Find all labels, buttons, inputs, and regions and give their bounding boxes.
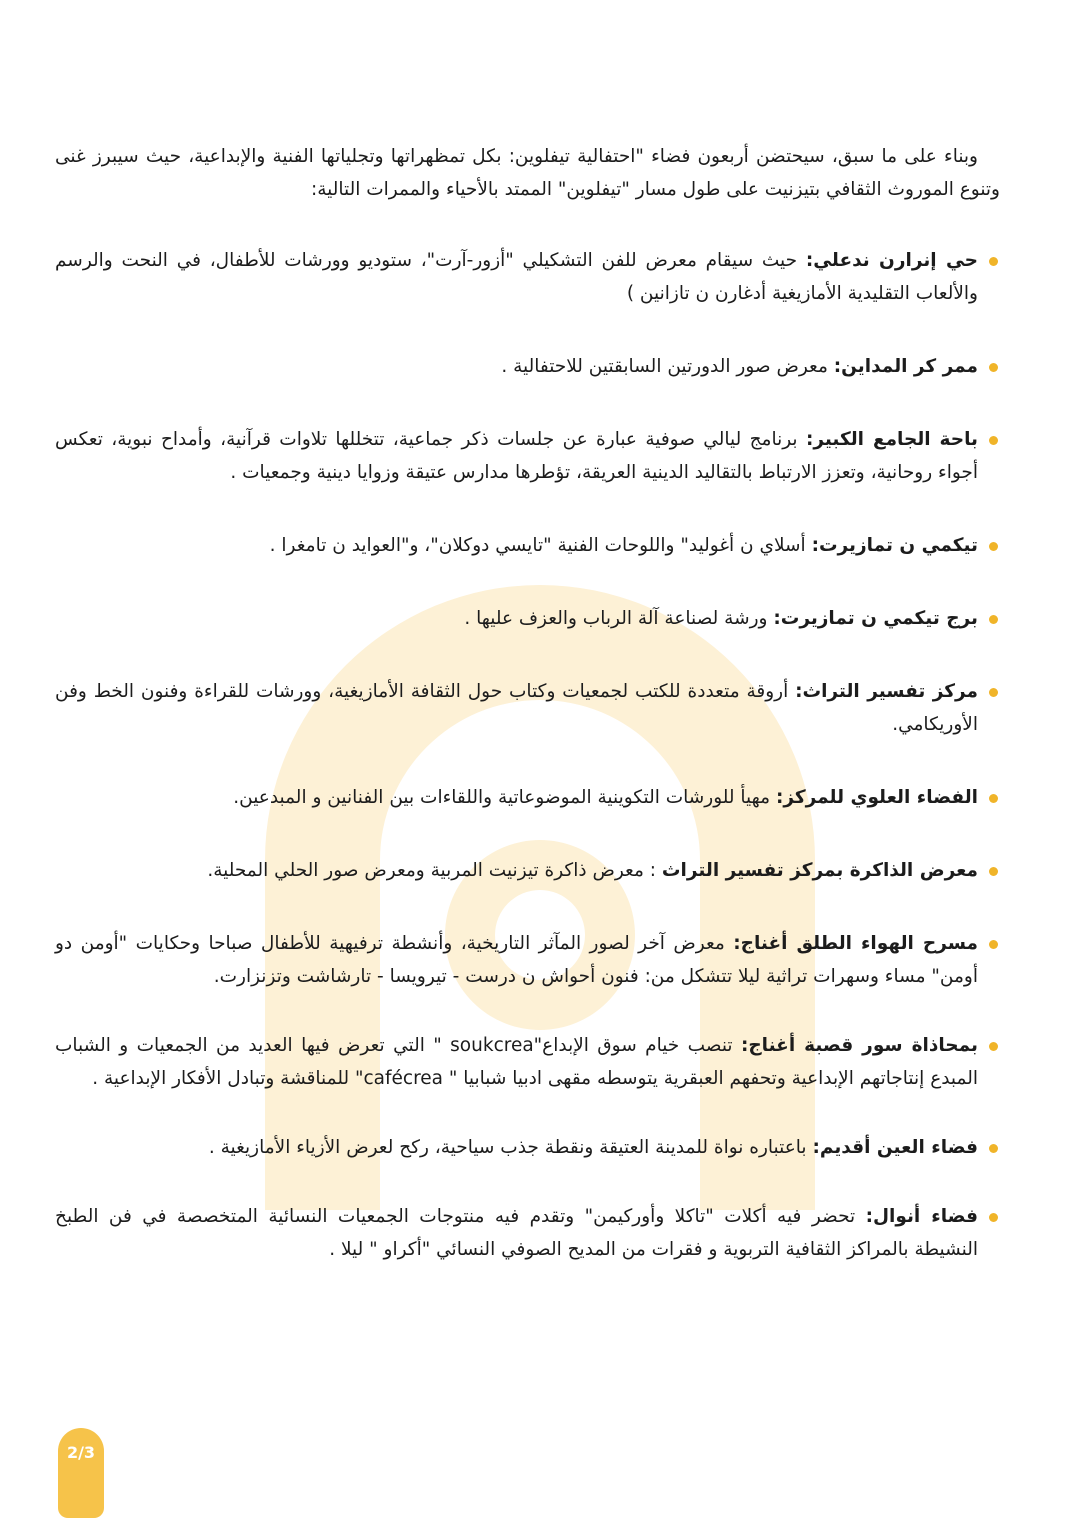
list-item <box>55 781 1000 814</box>
page-number: 2/3 <box>66 1443 96 1462</box>
list-item <box>55 927 1000 993</box>
document-body <box>55 140 1000 1266</box>
item-text: مهيأ للورشات التكوينية الموضوعاتية واللقاءات بين الفنانين و المبدعين. <box>233 787 776 808</box>
list-item <box>55 350 1000 383</box>
intro-paragraph: وبناء على ما سبق، سيحتضن أربعون فضاء "احتفالية تيفلوين: بكل تمظهراتها وتجلياتها الفنية والإبداعية، حيث سيبرز غنى وتنوع الموروث الثقافي بتيزنيت على طول مسار "تيفلوين" الممتد بالأحياء والممرات التالية: <box>55 146 1000 200</box>
list-item <box>55 854 1000 887</box>
item-title: فضاء أنوال: <box>865 1206 978 1227</box>
bullet-icon <box>989 363 998 372</box>
list-item <box>55 602 1000 635</box>
item-title: حي إنرارن ندعلي: <box>805 250 978 271</box>
list-item <box>55 423 1000 489</box>
item-text: معرض صور الدورتين السابقتين للاحتفالية . <box>501 356 834 377</box>
item-title: باحة الجامع الكبير: <box>805 429 978 450</box>
item-title: معرض الذاكرة بمركز تفسير التراث <box>661 860 978 881</box>
bullet-icon <box>989 436 998 445</box>
item-title: ممر كر المداين: <box>833 356 978 377</box>
item-title: فضاء العين أقديم: <box>812 1137 978 1158</box>
bullet-icon <box>989 542 998 551</box>
item-text: أسلاي ن أغوليد" واللوحات الفنية "تايسي دوكلان"، و"العوايد ن تامغرا . <box>269 535 812 556</box>
item-title: برج تيكمي ن تمازيرت: <box>773 608 978 629</box>
item-title: الفضاء العلوي للمركز: <box>775 787 978 808</box>
bullet-icon <box>989 940 998 949</box>
item-text: أروقة متعددة للكتب لجمعيات وكتاب حول الثقافة الأمازيغية، وورشات للقراءة وفنون الخط وفن الأوريكامي. <box>55 681 978 735</box>
page-number-badge <box>58 1428 104 1518</box>
list-item <box>55 1029 1000 1095</box>
bullet-icon <box>989 688 998 697</box>
item-title: مركز تفسير التراث: <box>795 681 978 702</box>
bullet-icon <box>989 257 998 266</box>
item-text: : معرض ذاكرة تيزنيت المربية ومعرض صور الحلي المحلية. <box>207 860 662 881</box>
item-text: برنامج ليالي صوفية عبارة عن جلسات ذكر جماعية، تتخللها تلاوات قرآنية، وأمداح نبوية، تعكس أجواء روحانية، وتعزز الارتباط بالتقاليد الدينية العريقة، تؤطرها مدارس عتيقة وزوايا دينية وجمعيات . <box>55 429 978 483</box>
page-badge-shape <box>58 1428 104 1518</box>
list-item <box>55 1131 1000 1164</box>
item-title: مسرح الهواء الطلق أغناج: <box>733 933 978 954</box>
bullet-icon <box>989 615 998 624</box>
bullet-icon <box>989 1144 998 1153</box>
item-text: معرض آخر لصور المآثر التاريخية، وأنشطة ترفيهية للأطفال صباحا وحكايات "أومن دو أومن" مساء وسهرات تراثية ليلا تتشكل من: فنون أحواش ن درست - تيرويسا - تارشاشت وتزنزارت. <box>55 933 978 987</box>
item-text: تحضر فيه أكلات "تاكلا وأوركيمن" وتقدم فيه منتوجات الجمعيات النسائية المتخصصة في فن الطبخ النشيطة بالمراكز الثقافية التربوية و فقرات من المديح الصوفي النسائي "أكراو " ليلا . <box>55 1206 978 1260</box>
item-title: بمحاذاة سور قصبة أغناج: <box>740 1035 978 1056</box>
item-text: ورشة لصناعة آلة الرباب والعزف عليها . <box>464 608 774 629</box>
list-item <box>55 244 1000 310</box>
list-item <box>55 1200 1000 1266</box>
item-text: تنصب خيام سوق الإبداع"soukcrea " التي تعرض فيها العديد من الجمعيات و الشباب المبدع إنتاجاتهم الإبداعية وتحفهم العبقرية يتوسطه مقهى ادبيا شبابيا " cafécrea" للمناقشة وتبادل الأفكار الإبداعية . <box>55 1035 978 1089</box>
item-title: تيكمي ن تمازيرت: <box>811 535 978 556</box>
bullet-icon <box>989 1042 998 1051</box>
bullet-icon <box>989 867 998 876</box>
item-text: باعتباره نواة للمدينة العتيقة ونقطة جذب سياحية، ركح لعرض الأزياء الأمازيغية . <box>208 1137 813 1158</box>
list-item <box>55 675 1000 741</box>
bullet-icon <box>989 1213 998 1222</box>
bullet-icon <box>989 794 998 803</box>
item-text: حيث سيقام معرض للفن التشكيلي "أزور-آرت"، ستوديو وورشات للأطفال، في النحت والرسم والألعاب التقليدية الأمازيغية أدغارن ن تازانين ) <box>55 250 978 304</box>
list-item <box>55 529 1000 562</box>
